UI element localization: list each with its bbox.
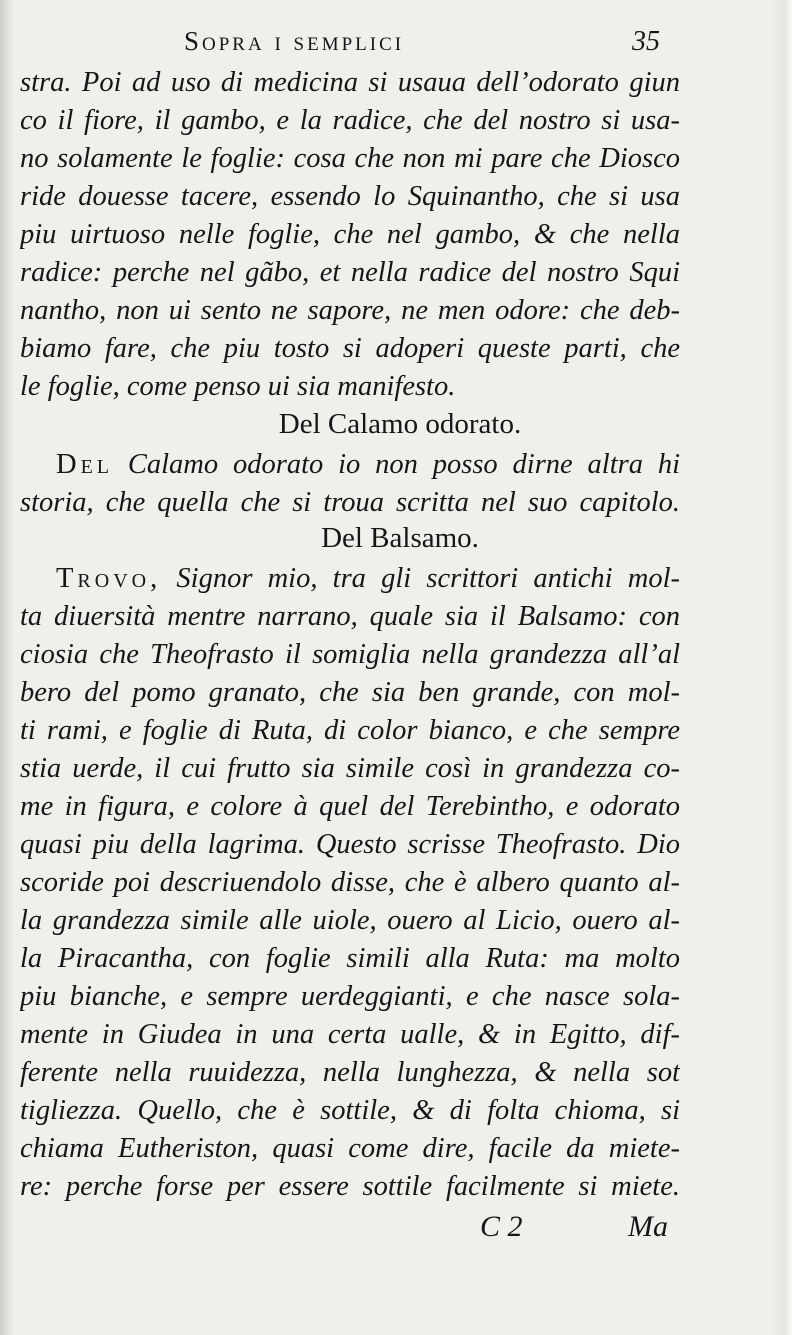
text-line: tigliezza. Quello, che è sottile, & di folta chioma, si <box>20 1095 680 1126</box>
text-line: le foglie, come penso ui sia manifesto. <box>20 371 456 402</box>
text-line: quasi piu della lagrima. Questo scrisse Theofrasto. Dio <box>20 829 680 860</box>
running-head: Sopra i semplici <box>184 26 405 56</box>
text-line: re: perche forse per essere sottile facilmente si miete. <box>20 1171 680 1202</box>
text-line: radice: perche nel gãbo, et nella radice del nostro Squi <box>20 257 680 288</box>
page-number: 35 <box>632 26 660 57</box>
text-line: chiama Eutheriston, quasi come dire, facile da miete- <box>20 1133 680 1164</box>
text-line: ferente nella ruuidezza, nella lunghezza, & nella sot <box>20 1057 680 1088</box>
text-line: piu uirtuoso nelle foglie, che nel gambo, & che nella <box>20 219 680 250</box>
text-line: storia, che quella che si troua scritta nel suo capitolo. <box>20 487 680 518</box>
page-footer <box>0 1210 800 1250</box>
text-line: mente in Giudea in una certa ualle, & in Egitto, dif- <box>20 1019 680 1050</box>
text-line: Trovo, Signor mio, tra gli scrittori antichi mol- <box>56 563 680 594</box>
initial-word: Trovo, <box>56 563 162 594</box>
text-line: no solamente le foglie: cosa che non mi pare che Diosco <box>20 143 680 174</box>
text-line: ta diuersità mentre narrano, quale sia il Balsamo: con <box>20 601 680 632</box>
text-line: la Piracantha, con foglie simili alla Ruta: ma molto <box>20 943 680 974</box>
text-line: ride douesse tacere, essendo lo Squinantho, che si usa <box>20 181 680 212</box>
text-line: piu bianche, e sempre uerdeggianti, e che nasce sola- <box>20 981 680 1012</box>
paragraph-balsamo <box>20 560 680 1206</box>
text-line: me in figura, e colore à quel del Terebintho, e odorato <box>20 791 680 822</box>
text-line: stra. Poi ad uso di medicina si usaua dell’odorato giun <box>20 67 680 98</box>
section-heading-calamo: Del Calamo odorato. <box>278 408 522 440</box>
catchword: Ma <box>628 1210 668 1243</box>
text-line: nantho, non ui sento ne sapore, ne men odore: che deb- <box>20 295 680 326</box>
text-line: co il fiore, il gambo, e la radice, che del nostro si usa- <box>20 105 680 136</box>
text-line: bero del pomo granato, che sia ben grande, con mol- <box>20 677 680 708</box>
text-line: biamo fare, che piu tosto si adoperi queste parti, che <box>20 333 680 364</box>
text-line: Del Calamo odorato io non posso dirne altra hi <box>56 449 680 480</box>
page-fore-edge <box>770 0 800 1335</box>
signature-mark: C 2 <box>480 1210 523 1243</box>
initial-word: Del <box>56 449 114 480</box>
page-header <box>0 26 800 62</box>
paragraph-calamo <box>20 446 680 522</box>
text-line: ti rami, e foglie di Ruta, di color bianco, e che sempre <box>20 715 680 746</box>
text-line: ciosia che Theofrasto il somiglia nella grandezza all’al <box>20 639 680 670</box>
text-line: la grandezza simile alle uiole, ouero al Licio, ouero al- <box>20 905 680 936</box>
text-line: stia uerde, il cui frutto sia simile così in grandezza co- <box>20 753 680 784</box>
section-heading-balsamo: Del Balsamo. <box>321 522 479 554</box>
page-gutter-shadow <box>0 0 14 1335</box>
paragraph-squinantho <box>20 64 680 406</box>
text-line: scoride poi descriuendolo disse, che è albero quanto al- <box>20 867 680 898</box>
